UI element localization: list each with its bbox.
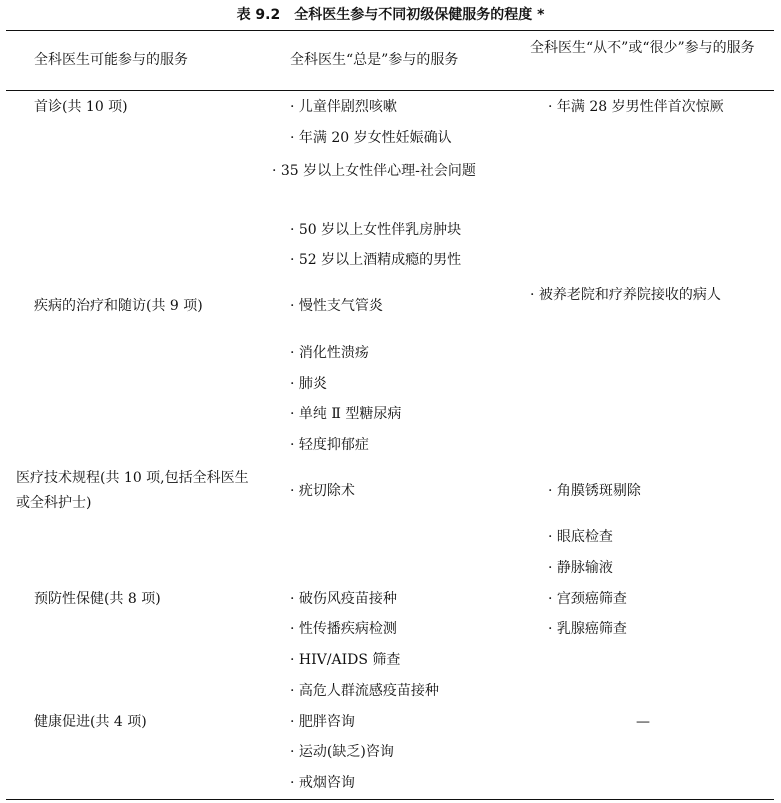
header-possible-services: 全科医生可能参与的服务 [34, 52, 188, 68]
table-title: 表 9.2 全科医生参与不同初级保健服务的程度 * [236, 7, 545, 23]
category-prevention: 预防性保健(共 8 项) [34, 591, 161, 607]
always-item: · 破伤风疫苗接种 [290, 591, 397, 607]
never-item: · 年满 28 岁男性伴首次惊厥 [548, 99, 724, 115]
always-item: · 消化性溃疡 [290, 345, 369, 361]
always-item: · 肥胖咨询 [290, 714, 355, 730]
header-never-services: 全科医生“从不”或“很少”参与的服务 [530, 40, 755, 56]
always-item: · 儿童伴剧烈咳嗽 [290, 99, 397, 115]
always-item: · 52 岁以上酒精成瘾的男性 [290, 252, 462, 268]
header-rule [6, 90, 774, 91]
bottom-rule [6, 799, 774, 800]
always-item: · 慢性支气管炎 [290, 298, 383, 314]
top-rule [6, 30, 774, 31]
always-item: · 高危人群流感疫苗接种 [290, 683, 439, 699]
always-item: · 年满 20 岁女性妊娠确认 [290, 130, 452, 146]
always-item: · 戒烟咨询 [290, 775, 355, 791]
never-item: · 宫颈癌筛查 [548, 591, 627, 607]
always-item: · 疣切除术 [290, 483, 355, 499]
always-item: · 肺炎 [290, 376, 327, 392]
category-procedures: 医疗技术规程(共 10 项,包括全科医生或全科护士) [16, 470, 249, 511]
never-item: · 静脉输液 [548, 560, 613, 576]
always-item: · 性传播疾病检测 [290, 621, 397, 637]
never-item: · 角膜锈斑剔除 [548, 483, 641, 499]
never-item: · 眼底检查 [548, 529, 613, 545]
empty-dash: — [636, 714, 650, 730]
category-promotion: 健康促进(共 4 项) [34, 714, 147, 730]
category-first-visit: 首诊(共 10 项) [34, 99, 128, 115]
category-treatment: 疾病的治疗和随访(共 9 项) [34, 298, 203, 314]
always-item: · HIV/AIDS 筛查 [290, 652, 401, 668]
always-item: · 50 岁以上女性伴乳房肿块 [290, 222, 462, 238]
always-item: · 单纯 Ⅱ 型糖尿病 [290, 406, 402, 422]
header-always-services: 全科医生“总是”参与的服务 [290, 52, 459, 68]
always-item: · 35 岁以上女性伴心理-社会问题 [272, 163, 476, 179]
always-item: · 运动(缺乏)咨询 [290, 744, 394, 760]
never-item: · 乳腺癌筛查 [548, 621, 627, 637]
always-item: · 轻度抑郁症 [290, 437, 369, 453]
never-item: · 被养老院和疗养院接收的病人 [530, 287, 721, 303]
